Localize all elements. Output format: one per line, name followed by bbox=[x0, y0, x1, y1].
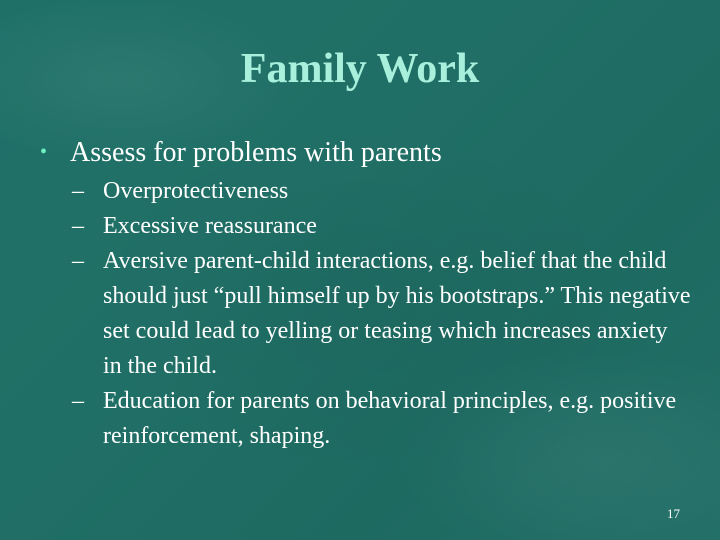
sub-bullet-text: Aversive parent-child interactions, e.g. belief that the child should just “pull himself up by his bootstraps.” This negative set could lead to yelling or teasing which increases anxiety in the child. bbox=[103, 248, 691, 379]
dash-icon: – bbox=[72, 213, 84, 239]
sub-bullet-item bbox=[72, 209, 692, 244]
sub-bullet-list bbox=[72, 174, 692, 454]
sub-bullet-item bbox=[72, 384, 692, 454]
dash-icon: – bbox=[72, 388, 84, 414]
sub-bullet-text: Overprotectiveness bbox=[103, 178, 289, 204]
page-number: 17 bbox=[667, 506, 680, 521]
dash-icon: – bbox=[72, 248, 84, 274]
main-bullet-text: Assess for problems with parents bbox=[70, 137, 442, 168]
sub-bullet-text: Education for parents on behavioral principles, e.g. positive reinforcement, shaping. bbox=[103, 388, 677, 449]
bullet-icon: • bbox=[40, 141, 48, 163]
sub-bullet-text: Excessive reassurance bbox=[103, 213, 317, 239]
slide-title: Family Work bbox=[240, 46, 480, 92]
sub-bullet-item bbox=[72, 174, 692, 209]
sub-bullet-item bbox=[72, 244, 692, 384]
dash-icon: – bbox=[72, 178, 84, 204]
main-bullet bbox=[26, 132, 686, 173]
